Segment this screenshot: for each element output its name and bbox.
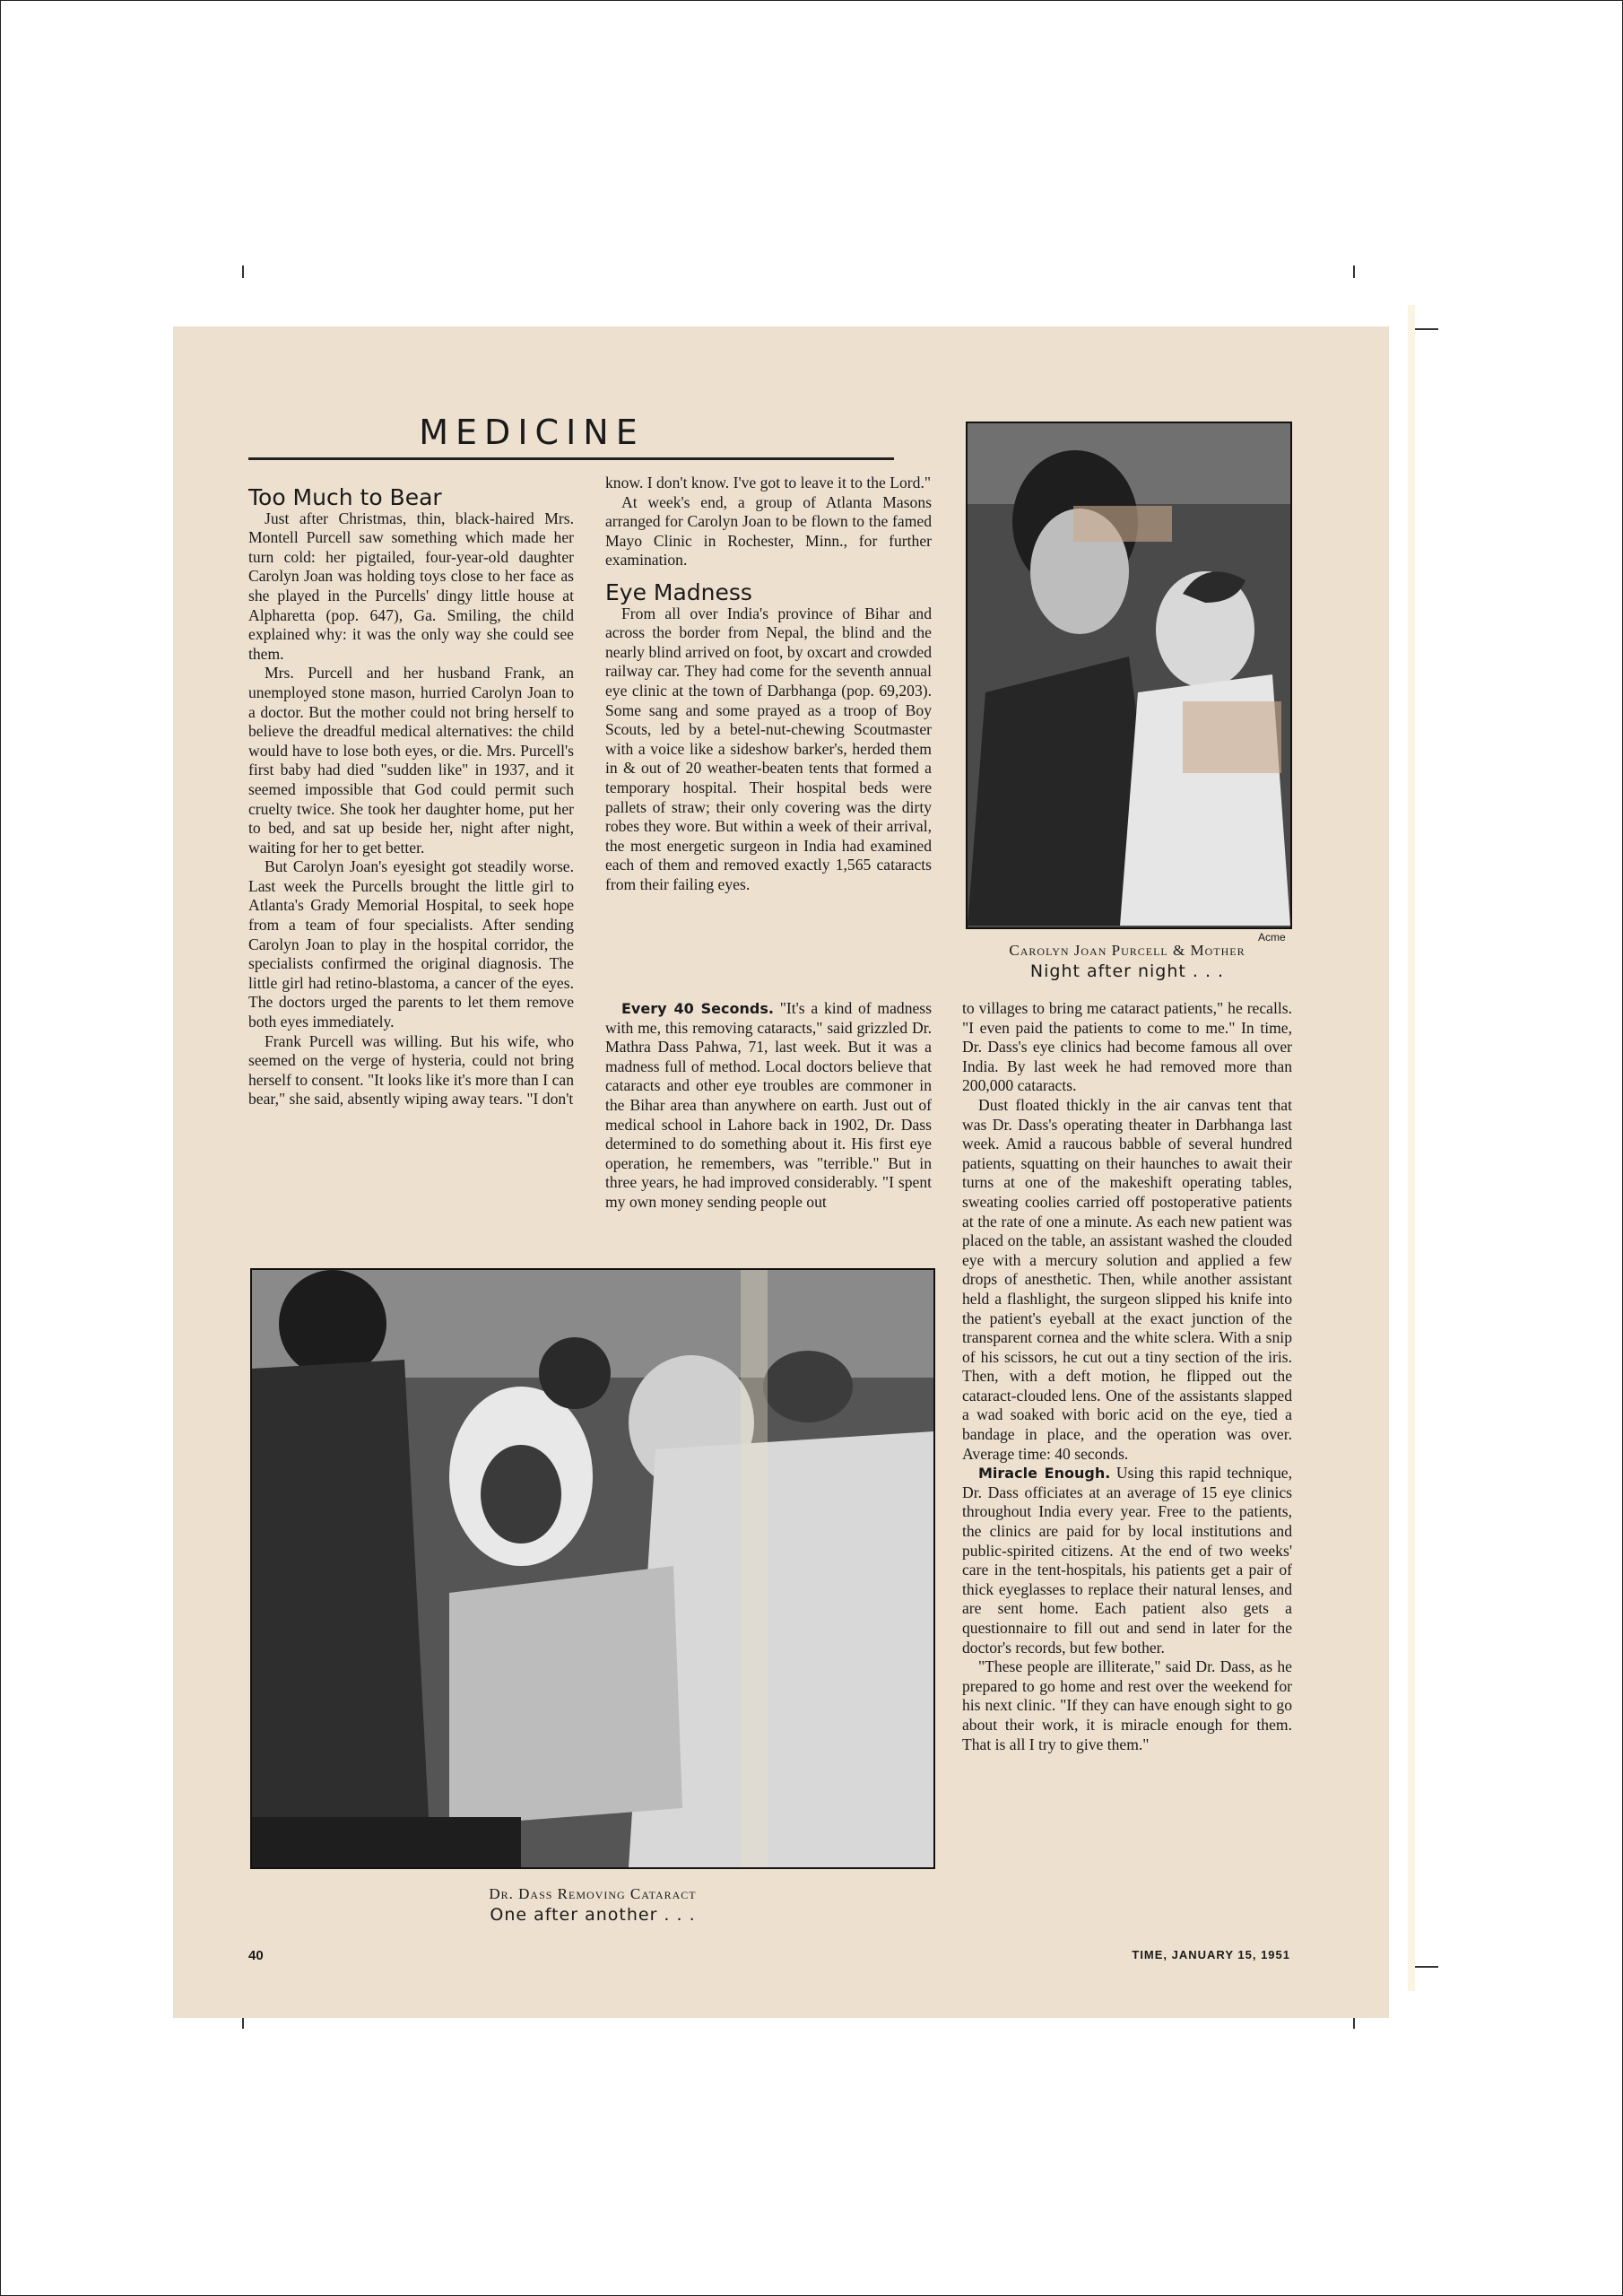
subhead-miracle-enough: Miracle Enough.: [978, 1465, 1111, 1483]
caption-name: Dr. Dass Removing Cataract: [489, 1885, 697, 1902]
paragraph: [962, 1464, 1292, 1657]
paragraph: But Carolyn Joan's eyesight got steadily worse. Last week the Purcells brought the little girl to Atlanta's Grady Memorial Hospital, to seek hope from a team of four specialists. After sending Carolyn Joan to play in the hospital corridor, the specialists confirmed the original diagnosis. The little girl had retino-blastoma, a cancer of the eyes. The doctors urged the parents to let them remove both eyes immediately.: [248, 857, 574, 1031]
article-column-2: [605, 474, 932, 894]
subhead-text: Using this rapid technique, Dr. Dass officiates at an average of 15 eye clinics throughout India every year. Free to the patients, the clinics are paid for by local institutions and public-spirited citizens. At the end of two weeks' care in the tent-hospitals, his patients get a pair of thick eyeglasses to replace their natural lenses, and are sent home. Each patient also gets a questionnaire to fill out and send in later for the doctor's records, but few bother.: [962, 1464, 1292, 1657]
photo-credit: Acme: [1258, 931, 1286, 944]
photo2-caption: [250, 1885, 935, 1925]
paragraph: At week's end, a group of Atlanta Masons arranged for Carolyn Joan to be flown to the famed Mayo Clinic in Rochester, Minn., for further examination.: [605, 492, 932, 570]
article-column-1: [248, 483, 574, 1109]
headline-too-much-to-bear: Too Much to Bear: [248, 484, 442, 510]
crop-mark: [1353, 265, 1355, 278]
paragraph: From all over India's province of Bihar and across the border from Nepal, the blind and the nearly blind arrived on foot, by oxcart and crowded railway car. They had come for the seventh annual eye clinic at the town of Darbhanga (pop. 69,203). Some sang and some prayed as a troop of Boy Scouts, led by a betel-nut-chewing Scoutmaster with a voice like a sideshow barker's, herded them in & out of 20 weather-beaten tents that formed a temporary hospital. Their hospital beds were pallets of straw; their only covering was the dirty robes they wore. But within a week of their arrival, the most energetic surgeon in India had examined each of them and removed exactly 1,565 cataracts from their failing eyes.: [605, 604, 932, 893]
paragraph: know. I don't know. I've got to leave it to the Lord.": [605, 474, 932, 491]
photo-dr-dass-operating: [250, 1268, 935, 1869]
photo1-caption: [962, 942, 1292, 981]
photo-mother-and-daughter: [966, 422, 1292, 929]
paragraph: Dust floated thickly in the air canvas tent that was Dr. Dass's operating theater in Darbhanga last week. Amid a raucous babble of several hundred patients, squatting on their haunches to await their turns at one of the makeshift operating tables, sweating coolies carried off postoperative patients at the rate of one a minute. As each new patient was placed on the table, an assistant washed the clouded eye with a mercury solution and applied a few drops of anesthetic. Then, while another assistant held a flashlight, the surgeon slipped his knife into the patient's eyeball at the exact junction of the transparent cornea and the white sclera. With a snip of his scissors, he cut out a tiny section of the iris. Then, with a deft motion, he flipped out the cataract-clouded lens. One of the assistants slapped a wad soaked with boric acid on the eye, tied a bandage in place, and the operation was over. Average time: 40 seconds.: [962, 1095, 1292, 1463]
paragraph: "These people are illiterate," said Dr. Dass, as he prepared to go home and rest over the weekend for his next clinic. "If they can have enough sight to go about their work, it is miracle enough for them. That is all I try to give them.": [962, 1657, 1292, 1753]
crop-mark: [1411, 328, 1438, 330]
section-title: MEDICINE: [419, 413, 645, 452]
paragraph: Mrs. Purcell and her husband Frank, an unemployed stone mason, hurried Carolyn Joan to a doctor. But the mother could not bring herself to believe the dreadful medical alternatives: the child would have to lose both eyes, or die. Mrs. Purcell's first baby had died "sudden like" in 1937, and it seemed impossible that God could permit such cruelty twice. She took her daughter home, put her to bed, and sat up beside her, night after night, waiting for her to get better.: [248, 664, 574, 857]
headline-eye-madness: Eye Madness: [605, 578, 752, 605]
paragraph: Frank Purcell was willing. But his wife, who seemed on the verge of hysteria, could not bring herself to consent. "It looks like it's more than I can bear," she said, absently wiping away tears. "I don't: [248, 1031, 574, 1109]
crop-mark: [1353, 2016, 1355, 2029]
page-number: 40: [248, 1948, 264, 1963]
subhead-every-40-seconds: Every 40 Seconds.: [621, 1000, 774, 1017]
issue-date: TIME, JANUARY 15, 1951: [1132, 1948, 1290, 1961]
photo-placeholder: [968, 423, 1290, 927]
magazine-page: [173, 326, 1389, 2018]
subhead-text: "It's a kind of madness with me, this removing cataracts," said grizzled Dr. Mathra Dass Pahwa, 71, last week. But it was a madness full of method. Local doctors believe that cataracts and other eye troubles are commoner in the Bihar area than anywhere on earth. Just out of medical school in Lahore back in 1902, Dr. Dass determined to do something about it. His first eye operation, he remembers, was "terrible." But in three years, he had improved considerably. "I spent my own money sending people out: [605, 999, 932, 1211]
article-column-3: [962, 999, 1292, 1754]
article-column-2-lower: [605, 999, 932, 1213]
caption-name: Carolyn Joan Purcell & Mother: [1009, 942, 1245, 959]
caption-subtitle: Night after night . . .: [1029, 961, 1225, 981]
title-rule: [248, 457, 894, 460]
paragraph: Just after Christmas, thin, black-haired Mrs. Montell Purcell saw something which made her turn cold: her pigtailed, four-year-old daughter Carolyn Joan was holding toys close to her face as she played in the Purcells' dingy little house at Alpharetta (pop. 647), Ga. Smiling, the child explained why: it was the only way she could see them.: [248, 509, 574, 663]
paragraph: [605, 999, 932, 1213]
crop-mark: [242, 2016, 244, 2029]
page-gutter: [1408, 305, 1415, 1991]
crop-mark: [242, 265, 244, 278]
caption-subtitle: One after another . . .: [490, 1905, 696, 1925]
photo-placeholder: [252, 1270, 933, 1867]
paragraph: to villages to bring me cataract patients," he recalls. "I even paid the patients to come to me." In time, Dr. Dass's eye clinics had become famous all over India. By last week he had removed more than 200,000 cataracts.: [962, 999, 1292, 1095]
crop-mark: [1411, 1966, 1438, 1968]
